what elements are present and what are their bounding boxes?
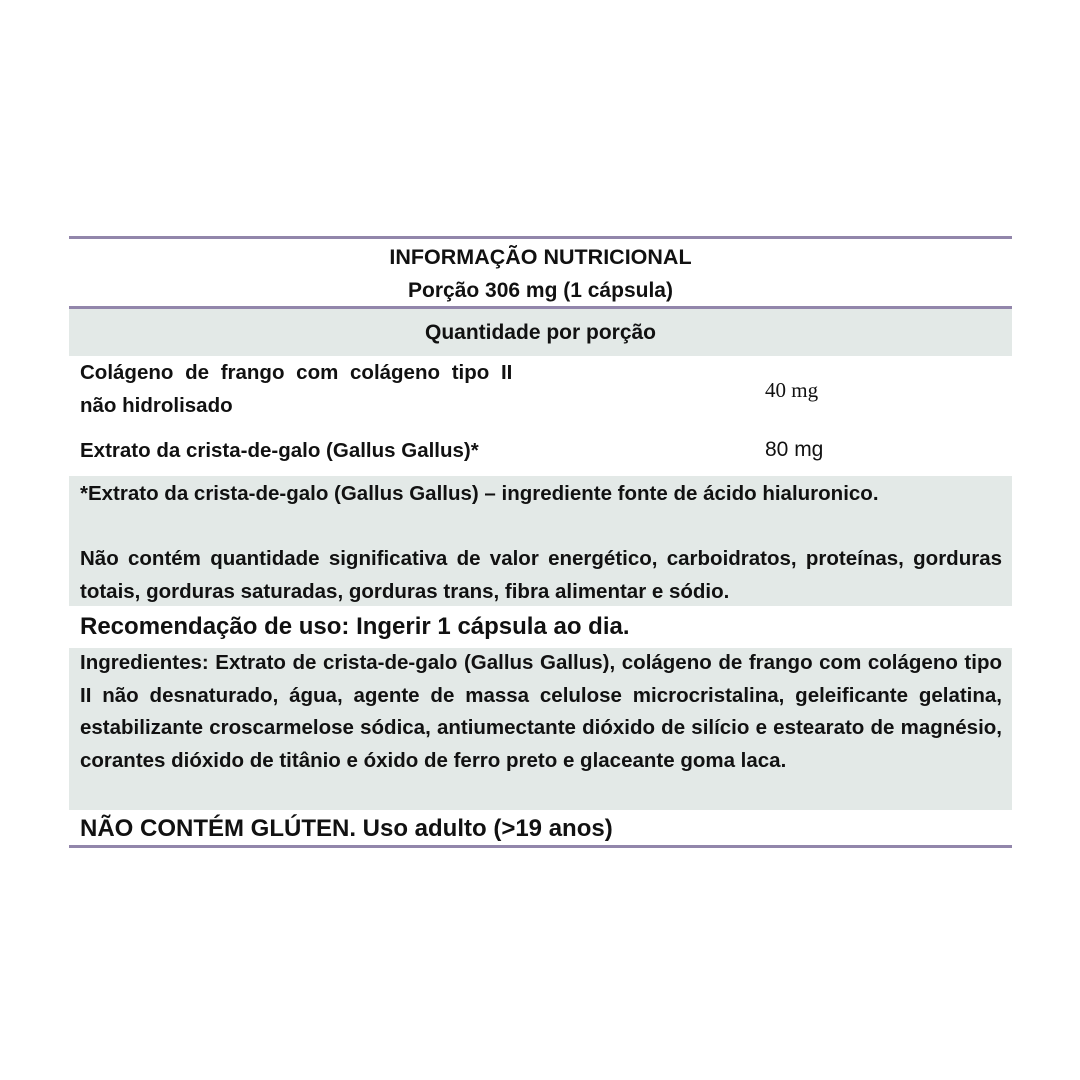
ingredients-list: Ingredientes: Extrato de crista-de-galo (Gallus Gallus), colágeno de frango com colágeno tipo II não desnaturado, água, agente de massa celulose microcristalina, geleificante gelatina, estabilizante croscarmelose sódica, antiumectante dióxido de silício e estearato de magnésio, corantes dióxido de titânio e óxido de ferro preto e glaceante goma laca.	[80, 651, 1002, 772]
gluten-notice: NÃO CONTÉM GLÚTEN. Uso adulto (>19 anos)	[80, 815, 613, 842]
quantity-header: Quantidade por porção	[424, 321, 657, 344]
table-title: INFORMAÇÃO NUTRICIONAL	[389, 245, 692, 269]
top-rule	[69, 236, 1012, 239]
footnote: *Extrato da crista-de-galo (Gallus Gallus) – ingrediente fonte de ácido hialuronico.	[80, 482, 879, 505]
nutrient-value: 80 mg	[765, 438, 824, 461]
nutrient-name	[80, 356, 512, 422]
nutrient-name-line: não hidrolisado	[80, 394, 233, 417]
portion-size: Porção 306 mg (1 cápsula)	[408, 279, 673, 302]
nutrient-name-line: Colágeno de frango com colágeno tipo II	[80, 361, 513, 384]
bottom-rule	[69, 845, 1012, 848]
disclaimer: Não contém quantidade significativa de valor energético, carboidratos, proteínas, gorduras totais, gorduras saturadas, gorduras trans, fibra alimentar e sódio.	[80, 547, 1002, 603]
nutrient-name: Extrato da crista-de-galo (Gallus Gallus)*	[80, 439, 479, 462]
usage-recommendation: Recomendação de uso: Ingerir 1 cápsula ao dia.	[80, 613, 630, 640]
nutrient-value: 40 mg	[765, 378, 819, 402]
